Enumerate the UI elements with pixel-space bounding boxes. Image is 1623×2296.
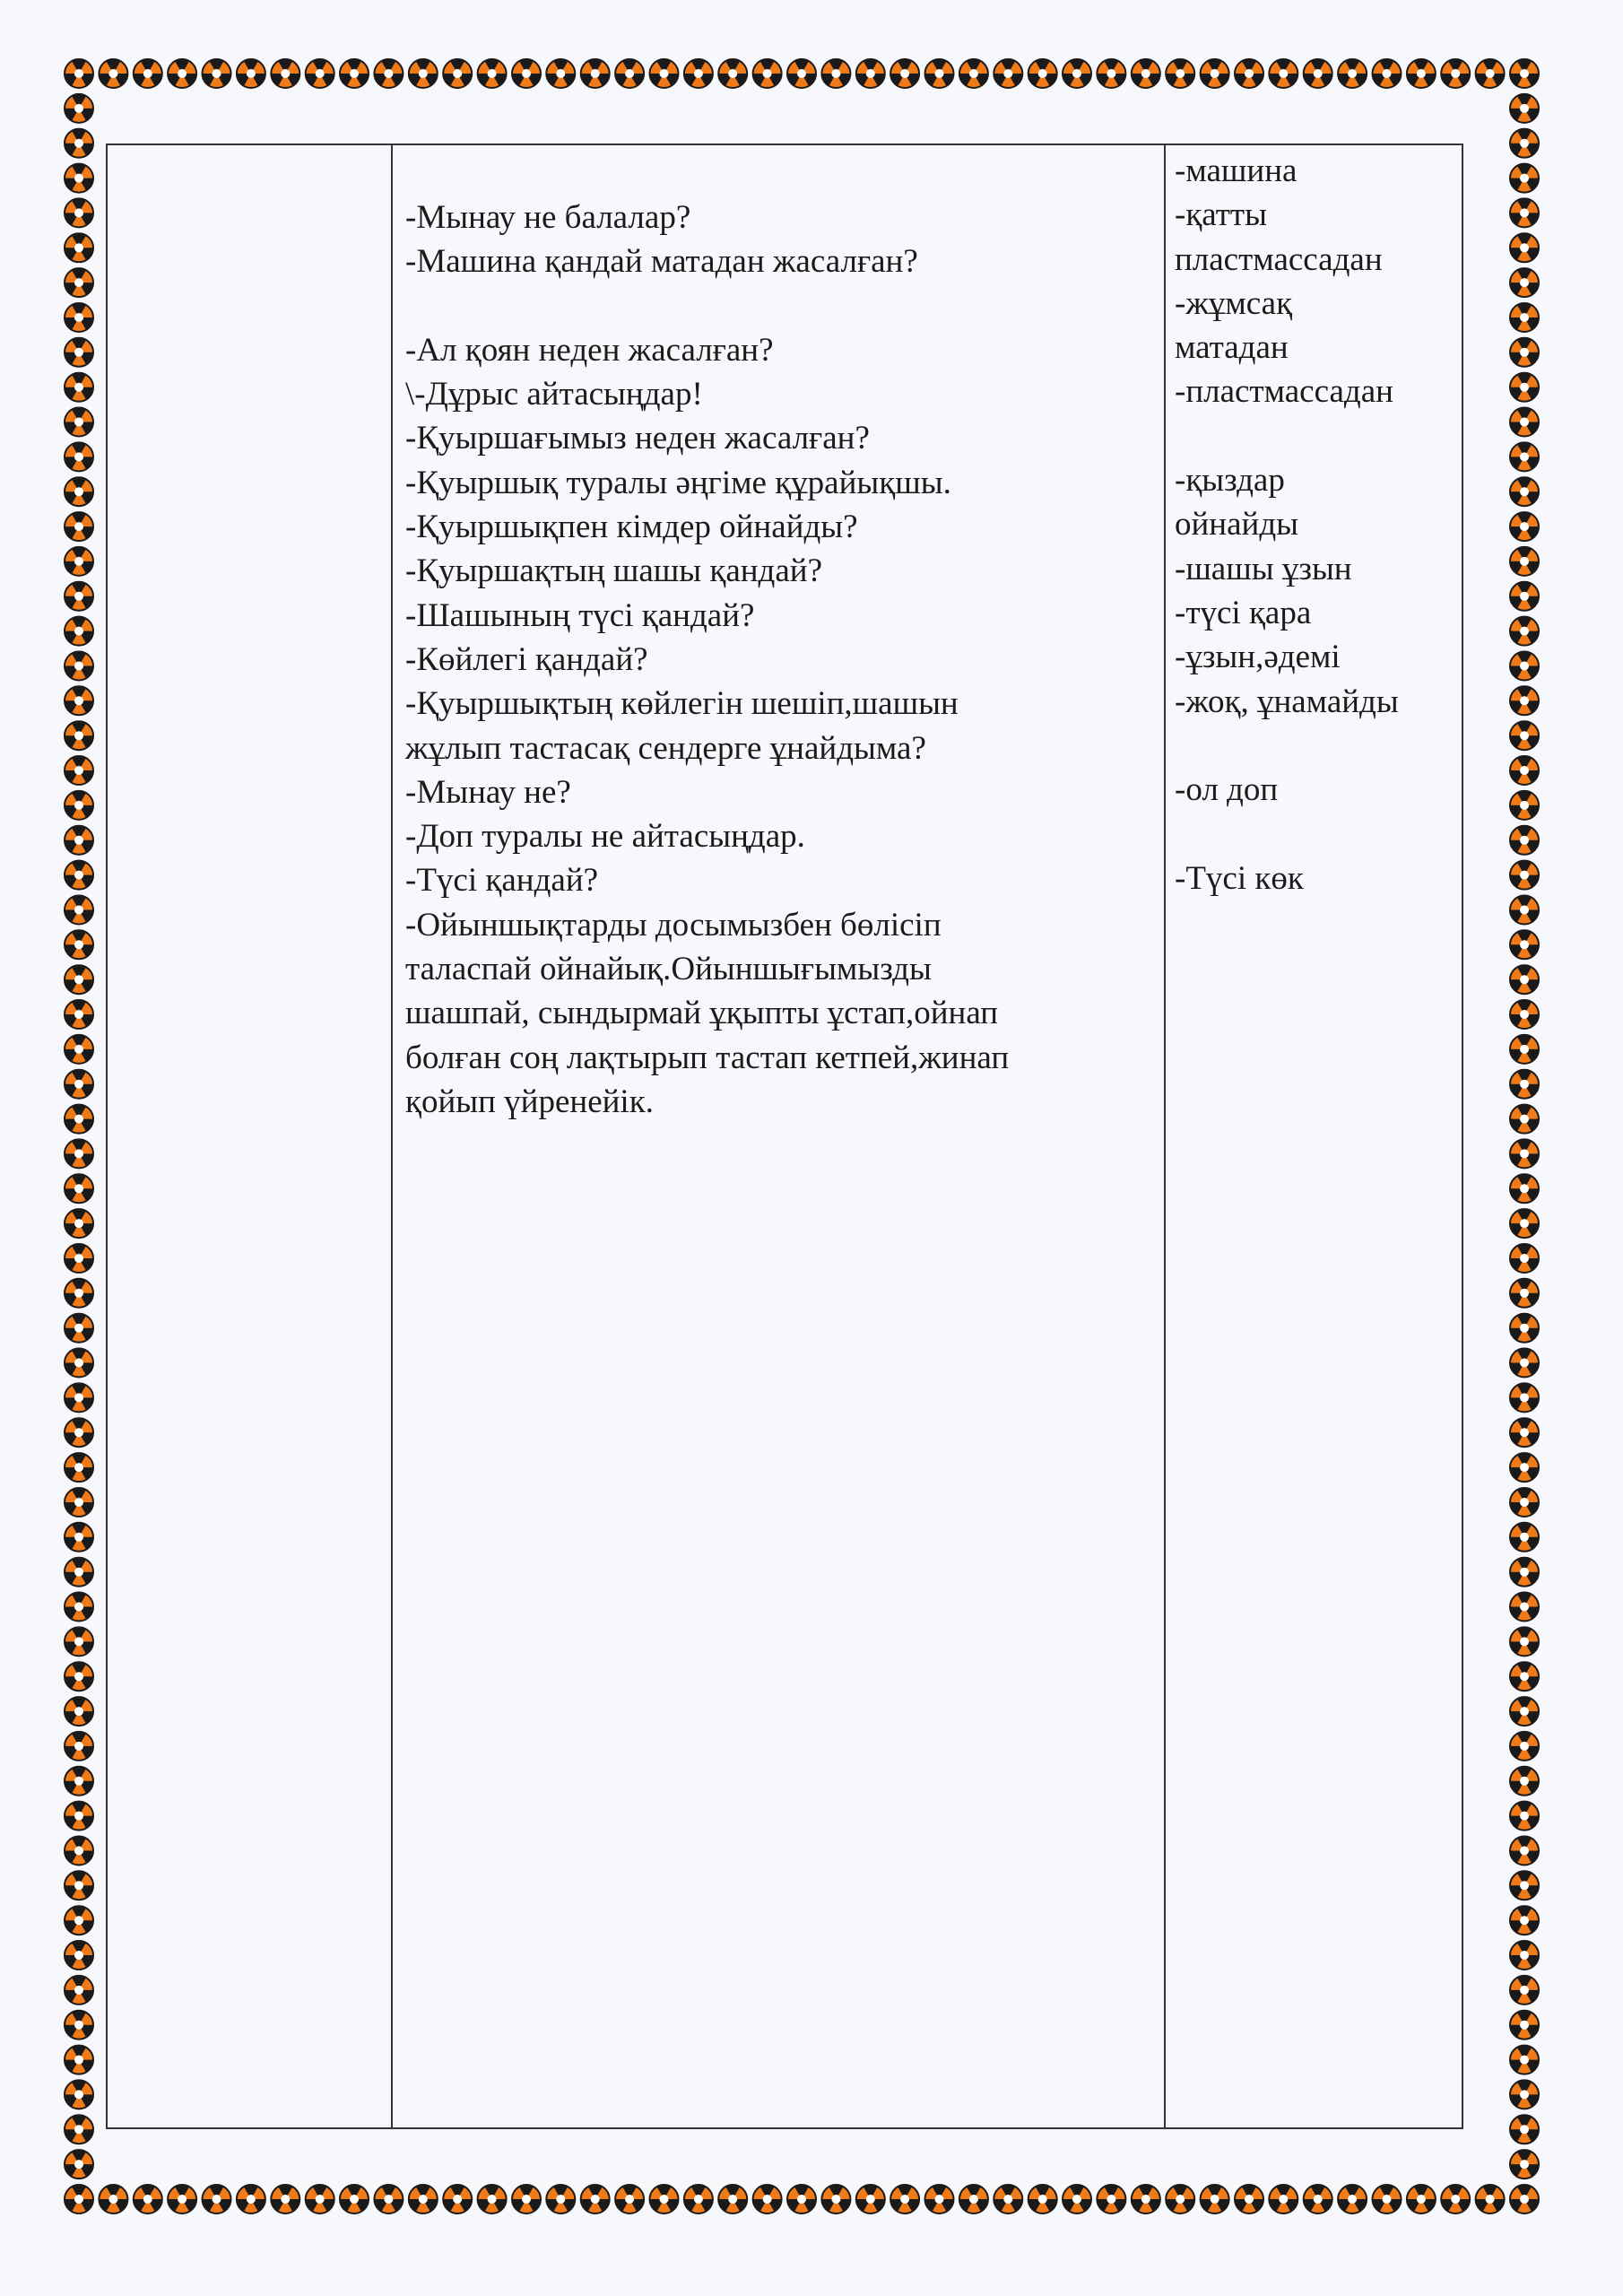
rosette-icon — [65, 2046, 93, 2074]
rosette-icon — [1510, 1488, 1539, 1517]
rosette-icon — [1510, 2115, 1539, 2144]
rosette-icon — [856, 2185, 885, 2213]
rosette-icon — [1269, 2185, 1298, 2213]
rosette-icon — [1235, 59, 1263, 88]
teacher-line: -Көйлегі қандай? — [405, 640, 648, 678]
rosette-icon — [1407, 59, 1436, 88]
rosette-icon — [650, 2185, 679, 2213]
rosette-icon — [1510, 1558, 1539, 1587]
answer-line — [1175, 812, 1454, 856]
rosette-icon — [1132, 2185, 1160, 2213]
rosette-icon — [65, 1523, 93, 1552]
rosette-icon — [1373, 2185, 1402, 2213]
rosette-icon — [65, 930, 93, 959]
answer-line: -қыздар — [1175, 462, 1285, 500]
rosette-icon — [546, 2185, 575, 2213]
rosette-icon — [1510, 1314, 1539, 1343]
rosette-icon — [65, 1418, 93, 1447]
rosette-icon — [65, 1244, 93, 1273]
teacher-line: -Ойыншықтарды досымызбен бөлісіп — [405, 906, 942, 944]
rosette-icon — [65, 1279, 93, 1308]
rosette-icon — [1166, 59, 1194, 88]
rosette-icon — [787, 59, 816, 88]
rosette-icon — [1510, 1035, 1539, 1064]
rosette-icon — [1338, 59, 1367, 88]
rosette-icon — [65, 233, 93, 262]
rosette-icon — [1510, 651, 1539, 680]
rosette-icon — [1510, 1418, 1539, 1447]
rosette-icon — [1510, 861, 1539, 890]
teacher-line: шашпай, сындырмай ұқыпты ұстап,ойнап — [405, 995, 999, 1032]
rosette-icon — [1304, 59, 1332, 88]
rosette-icon — [65, 1348, 93, 1377]
rosette-icon — [1510, 407, 1539, 436]
rosette-icon — [1028, 2185, 1057, 2213]
rosette-icon — [65, 198, 93, 227]
rosette-icon — [1510, 477, 1539, 506]
rosette-icon — [65, 2011, 93, 2039]
rosette-icon — [306, 59, 334, 88]
rosette-icon — [1510, 756, 1539, 785]
rosette-icon — [753, 59, 782, 88]
rosette-icon — [1510, 2150, 1539, 2179]
rosette-icon — [271, 2185, 299, 2213]
rosette-icon — [890, 59, 919, 88]
rosette-icon — [1510, 1523, 1539, 1552]
rosette-icon — [1510, 1941, 1539, 1970]
rosette-icon — [1510, 1453, 1539, 1482]
rosette-icon — [1441, 59, 1470, 88]
rosette-icon — [271, 59, 299, 88]
rosette-icon — [925, 2185, 954, 2213]
rosette-icon — [1510, 373, 1539, 402]
rosette-icon — [65, 895, 93, 924]
rosette-icon — [1510, 1279, 1539, 1308]
rosette-icon — [65, 94, 93, 123]
rosette-icon — [1510, 791, 1539, 820]
rosette-icon — [1510, 1697, 1539, 1726]
answer-line: -түсі қара — [1175, 594, 1312, 631]
rosette-icon — [1441, 2185, 1470, 2213]
rosette-icon — [1510, 1139, 1539, 1168]
rosette-icon — [615, 2185, 644, 2213]
rosette-icon — [65, 512, 93, 541]
rosette-icon — [1510, 1906, 1539, 1935]
teacher-line: -Ал қоян неден жасалған? — [405, 331, 774, 369]
rosette-icon — [718, 2185, 747, 2213]
rosette-icon — [1510, 1105, 1539, 1134]
rosette-icon — [1373, 59, 1402, 88]
rosette-icon — [478, 2185, 507, 2213]
rosette-icon — [374, 2185, 403, 2213]
rosette-icon — [1063, 2185, 1091, 2213]
children-column — [1166, 145, 1462, 2127]
rosette-icon — [1510, 442, 1539, 471]
answer-line: -ұзын,әдемі — [1175, 639, 1341, 676]
rosette-icon — [1510, 1070, 1539, 1099]
rosette-icon — [65, 1941, 93, 1970]
rosette-icon — [65, 1000, 93, 1029]
rosette-icon — [168, 2185, 196, 2213]
rosette-icon — [615, 59, 644, 88]
rosette-icon — [1510, 338, 1539, 367]
rosette-icon — [1510, 930, 1539, 959]
teacher-line: -Доп туралы не айтасыңдар. — [405, 818, 805, 856]
rosette-icon — [821, 59, 850, 88]
rosette-icon — [1510, 721, 1539, 750]
rosette-icon — [65, 2115, 93, 2144]
teacher-line: -Қуыршықпен кімдер ойнайды? — [405, 509, 858, 546]
rosette-icon — [168, 59, 196, 88]
rosette-icon — [512, 59, 541, 88]
answer-line — [1175, 414, 1454, 458]
rosette-icon — [65, 1976, 93, 2005]
rosette-icon — [1510, 1209, 1539, 1238]
teacher-line: -Қуыршағымыз неден жасалған? — [405, 420, 870, 457]
rosette-icon — [1510, 686, 1539, 715]
rosette-icon — [237, 2185, 265, 2213]
rosette-icon — [409, 59, 438, 88]
rosette-icon — [443, 2185, 472, 2213]
answer-line: -пластмассадан — [1175, 373, 1393, 411]
rosette-icon — [65, 686, 93, 715]
rosette-icon — [1510, 303, 1539, 332]
rosette-icon — [1510, 233, 1539, 262]
rosette-icon — [340, 59, 369, 88]
rosette-icon — [959, 2185, 988, 2213]
rosette-icon — [65, 1174, 93, 1203]
rosette-icon — [340, 2185, 369, 2213]
rosette-icon — [65, 1453, 93, 1482]
rosette-icon — [1510, 965, 1539, 994]
rosette-icon — [1510, 1627, 1539, 1656]
rosette-icon — [1510, 826, 1539, 855]
rosette-icon — [65, 1314, 93, 1343]
rosette-icon — [1510, 1836, 1539, 1865]
rosette-icon — [1269, 59, 1298, 88]
rosette-icon — [1201, 2185, 1229, 2213]
rosette-icon — [959, 59, 988, 88]
rosette-icon — [65, 129, 93, 158]
rosette-icon — [1510, 512, 1539, 541]
rosette-icon — [1510, 617, 1539, 646]
rosette-icon — [890, 2185, 919, 2213]
teacher-line: -Мынау не? — [405, 773, 571, 811]
rosette-icon — [65, 791, 93, 820]
rosette-icon — [65, 59, 93, 88]
rosette-icon — [1510, 1348, 1539, 1377]
rosette-icon — [650, 59, 679, 88]
answer-line: матадан — [1175, 329, 1289, 367]
teacher-line: таласпай ойнайық.Ойыншығымызды — [405, 951, 932, 988]
rosette-icon — [1510, 94, 1539, 123]
rosette-icon — [994, 59, 1022, 88]
rosette-icon — [65, 547, 93, 576]
rosette-icon — [306, 2185, 334, 2213]
rosette-icon — [99, 2185, 127, 2213]
rosette-icon — [856, 59, 885, 88]
rosette-icon — [409, 2185, 438, 2213]
rosette-icon — [1510, 547, 1539, 576]
rosette-icon — [65, 303, 93, 332]
answer-line: -машина — [1175, 152, 1298, 189]
rosette-icon — [1097, 59, 1125, 88]
rosette-icon — [684, 59, 713, 88]
rosette-icon — [203, 2185, 231, 2213]
teacher-line: -Машина қандай матадан жасалған? — [405, 243, 918, 281]
rosette-icon — [65, 1836, 93, 1865]
rosette-icon — [1510, 895, 1539, 924]
answer-line: -жоқ, ұнамайды — [1175, 683, 1399, 720]
rosette-icon — [1510, 1871, 1539, 1900]
rosette-icon — [65, 268, 93, 297]
rosette-icon — [1235, 2185, 1263, 2213]
left-column — [108, 145, 393, 2127]
rosette-icon — [65, 861, 93, 890]
answer-line: -жұмсақ — [1175, 284, 1293, 322]
rosette-icon — [1510, 129, 1539, 158]
rosette-icon — [1063, 59, 1091, 88]
rosette-icon — [65, 1209, 93, 1238]
teacher-line: -Қуыршық туралы әңгіме құрайықшы. — [405, 464, 951, 501]
answer-line: ойнайды — [1175, 506, 1299, 544]
rosette-icon — [65, 407, 93, 436]
rosette-icon — [65, 1732, 93, 1761]
rosette-icon — [1510, 198, 1539, 227]
rosette-icon — [1097, 2185, 1125, 2213]
rosette-icon — [1338, 2185, 1367, 2213]
rosette-icon — [512, 2185, 541, 2213]
rosette-icon — [65, 2185, 93, 2213]
teacher-line: -Шашының түсі қандай? — [405, 596, 755, 634]
rosette-icon — [65, 1070, 93, 1099]
answer-line: -қатты — [1175, 196, 1267, 234]
rosette-icon — [65, 442, 93, 471]
teacher-line — [405, 284, 1155, 328]
rosette-icon — [65, 1488, 93, 1517]
rosette-icon — [65, 1139, 93, 1168]
teacher-line: болған соң лақтырып тастап кетпей,жинап — [405, 1039, 1010, 1076]
answer-line: -Түсі көк — [1175, 859, 1304, 897]
rosette-icon — [1132, 59, 1160, 88]
rosette-icon — [237, 59, 265, 88]
rosette-icon — [478, 59, 507, 88]
answer-line: -ол доп — [1175, 771, 1279, 809]
rosette-icon — [65, 373, 93, 402]
rosette-icon — [1476, 2185, 1505, 2213]
rosette-icon — [65, 826, 93, 855]
rosette-icon — [65, 721, 93, 750]
rosette-icon — [1304, 2185, 1332, 2213]
rosette-icon — [1510, 1592, 1539, 1621]
rosette-icon — [1510, 1976, 1539, 2005]
rosette-icon — [1407, 2185, 1436, 2213]
teacher-column — [393, 145, 1166, 2127]
rosette-icon — [1510, 1662, 1539, 1691]
rosette-icon — [1510, 2080, 1539, 2109]
rosette-icon — [1510, 1767, 1539, 1796]
rosette-icon — [1510, 1174, 1539, 1203]
rosette-icon — [65, 1383, 93, 1412]
rosette-icon — [1028, 59, 1057, 88]
rosette-icon — [65, 1871, 93, 1900]
rosette-icon — [1510, 1802, 1539, 1831]
rosette-icon — [65, 1558, 93, 1587]
rosette-icon — [134, 2185, 162, 2213]
rosette-icon — [994, 2185, 1022, 2213]
answer-line: пластмассадан — [1175, 240, 1383, 278]
rosette-icon — [1476, 59, 1505, 88]
rosette-icon — [1510, 164, 1539, 193]
answer-line: -шашы ұзын — [1175, 550, 1352, 587]
rosette-icon — [684, 2185, 713, 2213]
rosette-icon — [65, 1767, 93, 1796]
rosette-icon — [65, 1906, 93, 1935]
rosette-icon — [1510, 2185, 1539, 2213]
rosette-icon — [203, 59, 231, 88]
rosette-icon — [1510, 2011, 1539, 2039]
teacher-line: -Түсі қандай? — [405, 862, 599, 900]
rosette-icon — [1510, 1732, 1539, 1761]
rosette-icon — [65, 1105, 93, 1134]
teacher-line: -Қуыршықтың көйлегін шешіп,шашын — [405, 685, 959, 723]
rosette-icon — [821, 2185, 850, 2213]
rosette-icon — [1510, 2046, 1539, 2074]
rosette-icon — [925, 59, 954, 88]
rosette-icon — [718, 59, 747, 88]
teacher-line: қойып үйренейік. — [405, 1083, 654, 1120]
rosette-icon — [1166, 2185, 1194, 2213]
rosette-icon — [65, 1697, 93, 1726]
rosette-icon — [1510, 1244, 1539, 1273]
teacher-line: \-Дұрыс айтасыңдар! — [405, 376, 703, 413]
rosette-icon — [546, 59, 575, 88]
rosette-icon — [1510, 268, 1539, 297]
teacher-line: жұлып тастасақ сендерге ұнайдыма? — [405, 729, 926, 767]
rosette-icon — [134, 59, 162, 88]
rosette-icon — [787, 2185, 816, 2213]
rosette-icon — [65, 1662, 93, 1691]
rosette-icon — [65, 1035, 93, 1064]
rosette-icon — [65, 164, 93, 193]
rosette-icon — [99, 59, 127, 88]
answer-line — [1175, 724, 1454, 768]
rosette-icon — [581, 2185, 610, 2213]
rosette-icon — [65, 338, 93, 367]
rosette-icon — [581, 59, 610, 88]
rosette-icon — [65, 477, 93, 506]
rosette-icon — [65, 2080, 93, 2109]
rosette-icon — [65, 1627, 93, 1656]
rosette-icon — [374, 59, 403, 88]
rosette-icon — [1510, 59, 1539, 88]
rosette-icon — [65, 965, 93, 994]
rosette-icon — [1510, 1000, 1539, 1029]
rosette-icon — [65, 756, 93, 785]
rosette-icon — [753, 2185, 782, 2213]
rosette-icon — [1201, 59, 1229, 88]
rosette-icon — [443, 59, 472, 88]
teacher-line: -Қуыршақтың шашы қандай? — [405, 552, 823, 590]
rosette-icon — [1510, 1383, 1539, 1412]
rosette-icon — [65, 617, 93, 646]
rosette-icon — [65, 651, 93, 680]
rosette-icon — [65, 1592, 93, 1621]
teacher-line: -Мынау не балалар? — [405, 199, 691, 236]
lesson-table — [106, 144, 1463, 2129]
rosette-icon — [65, 2150, 93, 2179]
rosette-icon — [1510, 582, 1539, 611]
rosette-icon — [65, 1802, 93, 1831]
rosette-icon — [65, 582, 93, 611]
